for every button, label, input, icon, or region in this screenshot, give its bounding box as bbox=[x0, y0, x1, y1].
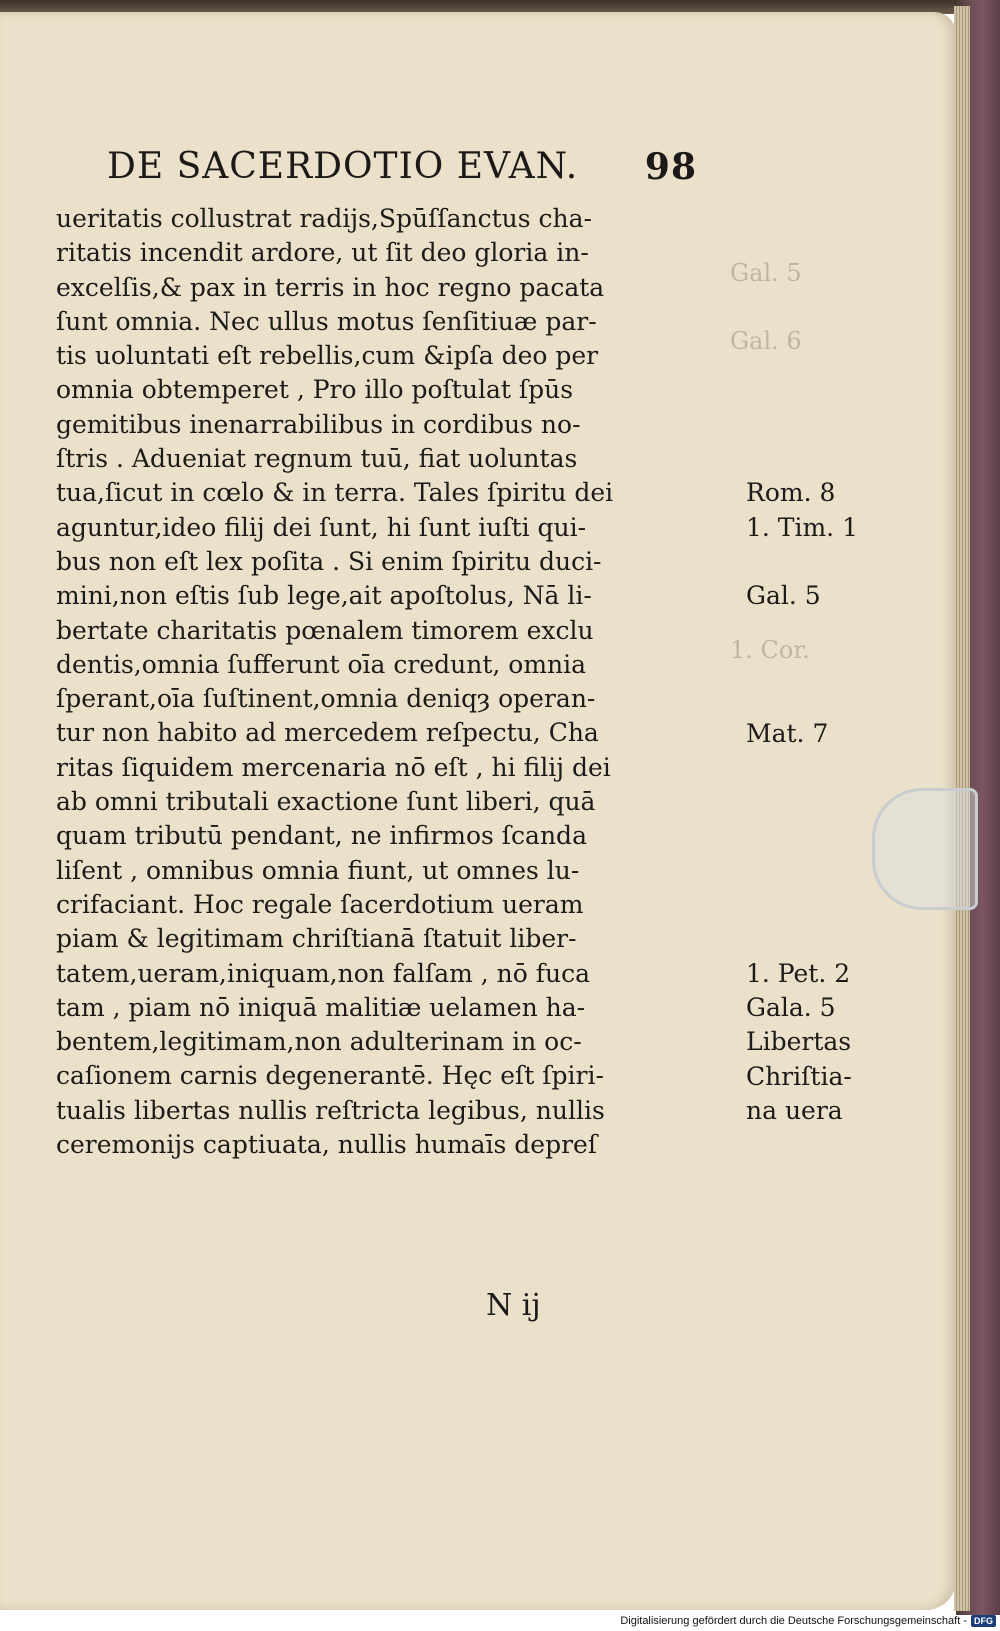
text-line: ritas ſiquidem mercenaria nō eſt , hi filij dei bbox=[56, 752, 611, 782]
text-line: bentem,legitimam,non adulterinam in oc- bbox=[56, 1027, 582, 1057]
margin-note: Gala. 5 bbox=[746, 992, 836, 1022]
text-line: piam & legitimam chriſtianā ſtatuit liber- bbox=[56, 924, 577, 954]
text-line: omnia obtemperet , Pro illo poſtulat ſpūs bbox=[56, 375, 574, 405]
text-line: tatem,ueram,iniquam,non falſam , nō fuca bbox=[56, 958, 591, 988]
book-page bbox=[0, 12, 956, 1610]
signature-mark: N ij bbox=[486, 1288, 541, 1323]
margin-note: Libertas bbox=[746, 1027, 852, 1057]
margin-note: 1. Pet. 2 bbox=[746, 958, 851, 988]
text-line: ueritatis collustrat radijs,Spūſſanctus cha- bbox=[56, 204, 592, 233]
folio-number: 98 bbox=[644, 146, 697, 188]
text-line: gemitibus inenarrabilibus in cordibus no- bbox=[56, 409, 581, 439]
text-line: tur non habito ad mercedem reſpectu, Cha bbox=[56, 718, 599, 748]
offset-ghost-note: Gal. 5 bbox=[730, 258, 802, 287]
text-line: ſunt omnia. Nec ullus motus ſenſitiuæ par- bbox=[56, 306, 597, 336]
text-line: liſent , omnibus omnia fiunt, ut omnes lu- bbox=[56, 855, 580, 885]
dfg-logo: DFG bbox=[971, 1615, 996, 1627]
text-line: tam , piam nō iniquā malitiæ uelamen ha- bbox=[56, 992, 586, 1022]
text-line: ſtris . Adueniat regnum tuū, fiat uoluntas bbox=[56, 444, 578, 474]
footer-credit bbox=[620, 1613, 996, 1629]
offset-ghost-note: 1. Cor. bbox=[730, 635, 810, 664]
margin-note: Chriſtia- bbox=[746, 1061, 852, 1091]
text-line: ceremonijs captiuata, nullis humaīs depreſ bbox=[56, 1130, 598, 1160]
offset-ghost-note: Gal. 6 bbox=[730, 327, 802, 356]
page-header bbox=[107, 146, 697, 192]
text-line: aguntur,ideo filij dei ſunt, hi ſunt iuſti qui- bbox=[56, 512, 587, 542]
running-title: DE SACERDOTIO EVAN. bbox=[107, 146, 579, 187]
text-line: bertate charitatis pœnalem timorem exclu bbox=[56, 615, 594, 645]
footer-credit-text: Digitalisierung gefördert durch die Deutsche Forschungsgemeinschaft - bbox=[620, 1615, 967, 1627]
text-line: crifaciant. Hoc regale ſacerdotium ueram bbox=[56, 889, 584, 919]
text-line: bus non eſt lex poſita . Si enim ſpiritu duci- bbox=[56, 546, 602, 576]
text-line: tua,ſicut in cœlo & in terra. Tales ſpiritu dei bbox=[56, 478, 614, 508]
text-line: caſionem carnis degenerantē. Hęc eſt ſpiri- bbox=[56, 1061, 604, 1091]
margin-note: na uera bbox=[746, 1095, 843, 1125]
margin-note: Gal. 5 bbox=[746, 581, 821, 611]
margin-note: Rom. 8 bbox=[746, 478, 836, 508]
text-line: quam tributū pendant, ne infirmos ſcanda bbox=[56, 821, 587, 851]
text-line: tis uoluntati eſt rebellis,cum &ipſa deo per bbox=[56, 341, 599, 371]
text-line: ab omni tributali exactione ſunt liberi, quā bbox=[56, 787, 596, 817]
text-line: excelſis,& pax in terris in hoc regno pacata bbox=[56, 272, 605, 302]
text-line: ritatis incendit ardore, ut ſit deo gloria in- bbox=[56, 238, 589, 268]
text-line: dentis,omnia ſufferunt oīa credunt, omnia bbox=[56, 649, 587, 679]
margin-note: 1. Tim. 1 bbox=[746, 512, 858, 542]
margin-note: Mat. 7 bbox=[746, 718, 829, 748]
book-clasp bbox=[872, 788, 978, 910]
text-line: tualis libertas nullis reſtricta legibus, nullis bbox=[56, 1095, 605, 1125]
text-line: ſperant,oīa ſuſtinent,omnia deniqȝ operan- bbox=[56, 684, 596, 714]
text-line: mini,non eſtis ſub lege,ait apoſtolus, Nā li- bbox=[56, 581, 592, 611]
